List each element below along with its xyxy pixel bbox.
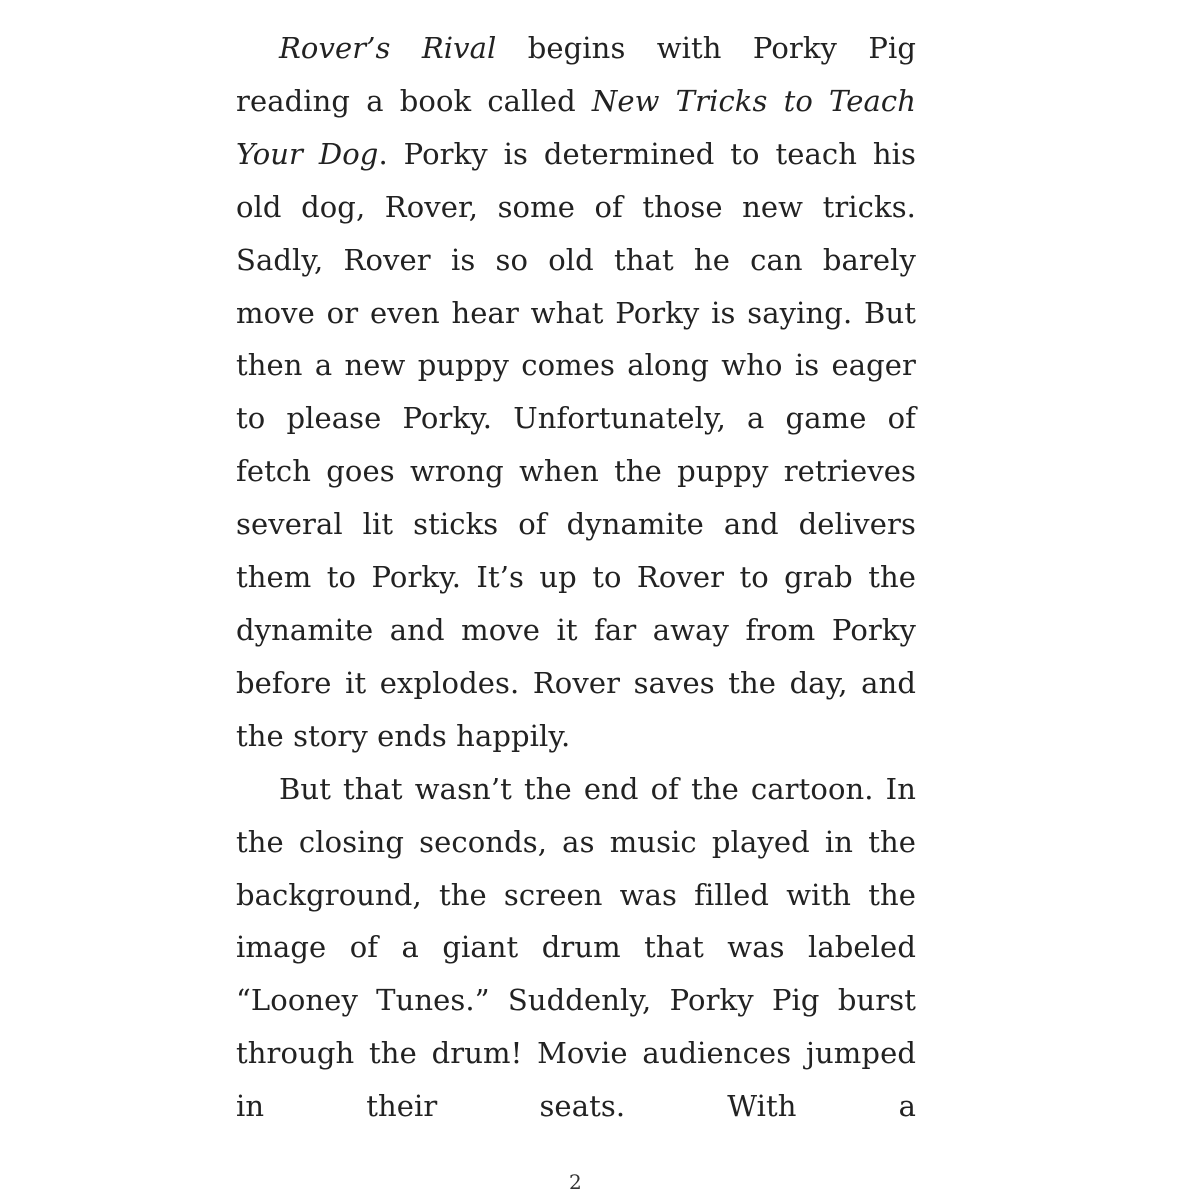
- text-segment: . Porky is determined to teach his old dog, Rover, some of those new tricks. Sadly, Rover is so old that he can barely move or even hear what Porky is saying. But then a new puppy comes along who is eager to please Porky. Unfortunately, a game of fetch goes wrong when the puppy retrieves several lit sticks of dynamite and delivers them to Porky. It’s up to Rover to grab the dynamite and move it far away from Porky before it explodes. Rover saves the day, and the story ends happily.: [236, 136, 916, 753]
- text-segment: begins with Porky Pig reading a book called: [236, 31, 916, 118]
- book-title-rovers-rival: Rover’s Rival: [279, 31, 497, 65]
- text-segment: But that wasn’t the end of the cartoon. In the closing seconds, as music played in the background, the screen was filled with the image of a giant drum that was labeled “Looney Tunes.” Suddenly, Porky Pig burst through the drum! Movie audiences jumped in their seats. With a: [236, 771, 916, 1124]
- paragraph-2: [236, 763, 916, 1133]
- paragraph-1: [236, 22, 916, 763]
- page-number-label: 2: [569, 1170, 582, 1194]
- body-text: [236, 22, 916, 1133]
- book-title-new-tricks: New Tricks to Teach Your Dog: [236, 83, 917, 171]
